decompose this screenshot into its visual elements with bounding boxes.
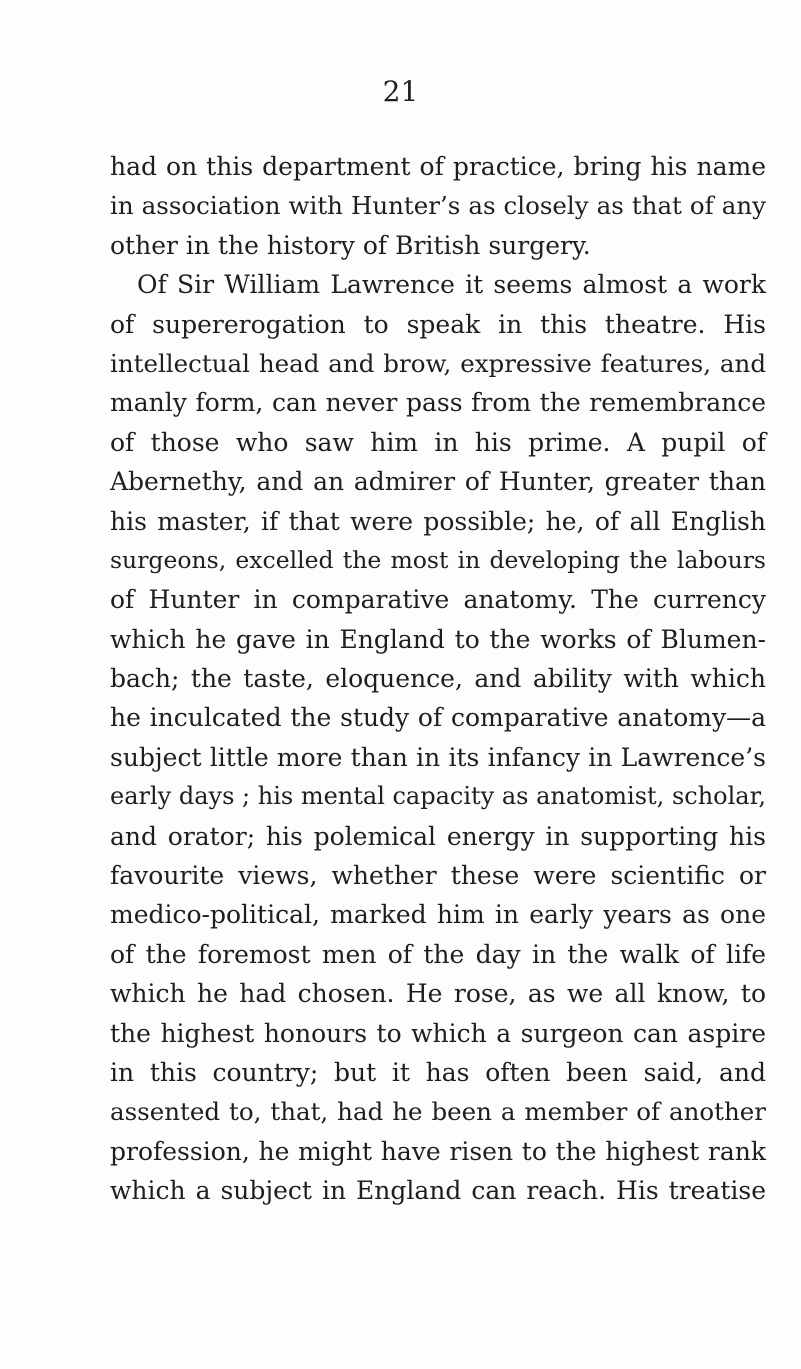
text-line: intellectual head and brow, expressive features, and: [110, 348, 766, 378]
text-line: in association with Hunter’s as closely as that of any: [110, 191, 766, 221]
text-line: he inculcated the study of comparative anatomy—a: [110, 703, 766, 733]
text-line: of supererogation to speak in this theatre. His: [110, 309, 766, 339]
text-line: profession, he might have risen to the highest rank: [110, 1136, 766, 1166]
text-line: surgeons, excelled the most in developing the labours: [110, 545, 766, 574]
text-line: which he gave in England to the works of Blumen-: [110, 624, 766, 654]
text-line: Of Sir William Lawrence it seems almost a work: [137, 270, 766, 300]
text-line: of the foremost men of the day in the walk of life: [110, 939, 766, 969]
text-line: of those who saw him in his prime. A pupil of: [110, 427, 766, 457]
body-text: [110, 147, 766, 1211]
text-line: had on this department of practice, bring his name: [110, 152, 766, 181]
text-line: early days ; his mental capacity as anatomist, scholar,: [110, 782, 767, 811]
text-line: and orator; his polemical energy in supporting his: [110, 821, 766, 851]
text-line: manly form, can never pass from the remembrance: [110, 388, 766, 418]
text-line: which he had chosen. He rose, as we all know, to: [110, 979, 766, 1009]
text-line: in this country; but it has often been said, and: [110, 1057, 766, 1087]
text-line: Abernethy, and an admirer of Hunter, greater than: [110, 467, 766, 497]
text-line: bach; the taste, eloquence, and ability with which: [110, 664, 766, 694]
text-line: the highest honours to which a surgeon can aspire: [110, 1018, 766, 1048]
text-line: assented to, that, had he been a member of another: [110, 1097, 766, 1127]
text-line: other in the history of British surgery.: [110, 230, 591, 260]
page-number: 21: [382, 75, 419, 108]
text-line: subject little more than in its infancy in Lawrence’s: [110, 742, 766, 772]
text-line: medico-political, marked him in early years as one: [110, 900, 766, 930]
text-line: which a subject in England can reach. His treatise: [110, 1176, 766, 1206]
text-line: of Hunter in comparative anatomy. The currency: [110, 585, 766, 615]
text-line: favourite views, whether these were scientific or: [110, 861, 766, 891]
text-line: his master, if that were possible; he, of all English: [110, 506, 766, 536]
